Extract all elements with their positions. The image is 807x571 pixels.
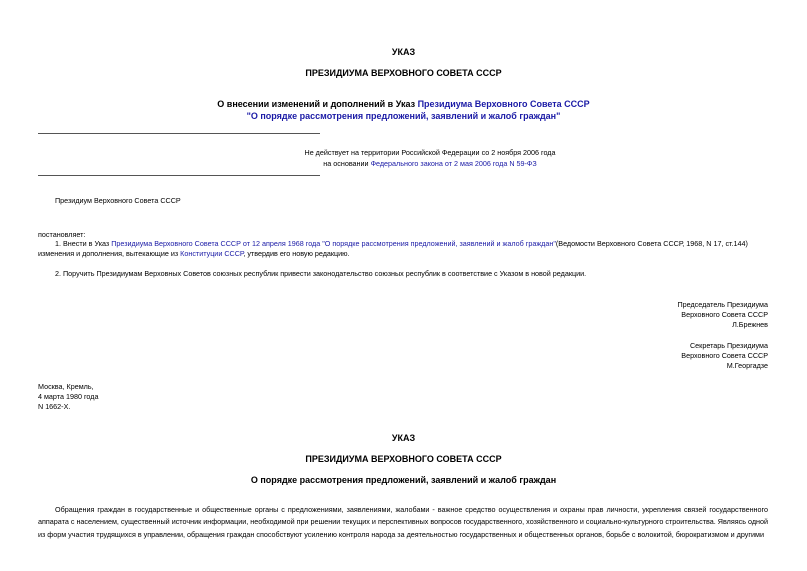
signature-secretary [600,341,768,371]
notice-law-link[interactable]: Федерального закона от 2 мая 2006 года N 59-ФЗ [370,159,537,168]
p1-text: 1. Внести в Указ [55,239,112,248]
divider-top [38,133,320,134]
doc-subtitle [0,99,807,109]
p1-source: (Ведомости Верховного Совета СССР, 1968, N 17, ст.144) [555,239,748,248]
sig2-name: М.Георгадзе [726,361,768,370]
resolves-text: постановляет: [38,230,86,239]
paragraph-2: 2. Поручить Президиумам Верховных Советов союзных республик привести законодательство союзных республик в соответствие с Указом в новой редакции. [55,269,587,278]
sig1-line1: Председатель Президиума [677,300,768,309]
doc2-title: УКАЗ [391,433,416,443]
paragraph-1 [55,239,748,249]
date: 4 марта 1980 года [38,392,99,401]
p1-line2-text: изменения и дополнения, вытекающие из [38,249,181,258]
place: Москва, Кремль, [38,382,94,391]
doc2-subtitle: О порядке рассмотрения предложений, заявлений и жалоб граждан [250,475,557,485]
place-date [38,382,98,412]
notice-line2 [230,159,630,169]
sig1-line2: Верховного Совета СССР [681,310,768,319]
signature-chairman [600,300,768,330]
sig1-name: Л.Брежнев [732,320,768,329]
sig2-line1: Секретарь Президиума [689,341,768,350]
notice-text: на основании [323,159,371,168]
notice-line1: Не действует на территории Российской Федерации со 2 ноября 2006 года [304,148,556,157]
issuer-text: Президиум Верховного Совета СССР [55,196,181,205]
doc-title: УКАЗ [391,47,416,57]
subtitle-line2-link[interactable]: "О порядке рассмотрения предложений, заявлений и жалоб граждан" [246,111,561,121]
p1-line2-end: , утвердив его новую редакцию. [243,249,350,258]
p1-decree-link[interactable]: Президиума Верховного Совета СССР от 12 апреля 1968 года "О порядке рассмотрения предложений, заявлений и жалоб граждан" [111,239,556,248]
doc2-body-paragraph: Обращения граждан в государственные и общественные органы с предложениями, заявлениями, жалобами - важное средство осуществления и охраны прав личности, укрепления связей государственного аппарата с населением, существенный источник информации, необходимой при решении текущих и перспективных вопросов государственного, хозяйственного и социально-культурного строительства. Являясь одной из форм участия трудящихся в управлении, обращения граждан способствуют усилению контроля народа за деятельностью государственных и общественных органов, борьбе с волокитой, бюрократизмом и другими [38,505,768,539]
doc2-issuer-title: ПРЕЗИДИУМА ВЕРХОВНОГО СОВЕТА СССР [305,454,502,464]
sig2-line2: Верховного Совета СССР [681,351,768,360]
doc-issuer-title: ПРЕЗИДИУМА ВЕРХОВНОГО СОВЕТА СССР [305,68,502,78]
decree-number: N 1662-X. [38,402,71,411]
subtitle-text: О внесении изменений и дополнений в Указ [217,99,418,109]
divider-bottom [38,175,320,176]
paragraph-1-cont [38,249,350,259]
constitution-link[interactable]: Конституции СССР [180,249,244,258]
subtitle-link[interactable]: Президиума Верховного Совета СССР [417,99,590,109]
